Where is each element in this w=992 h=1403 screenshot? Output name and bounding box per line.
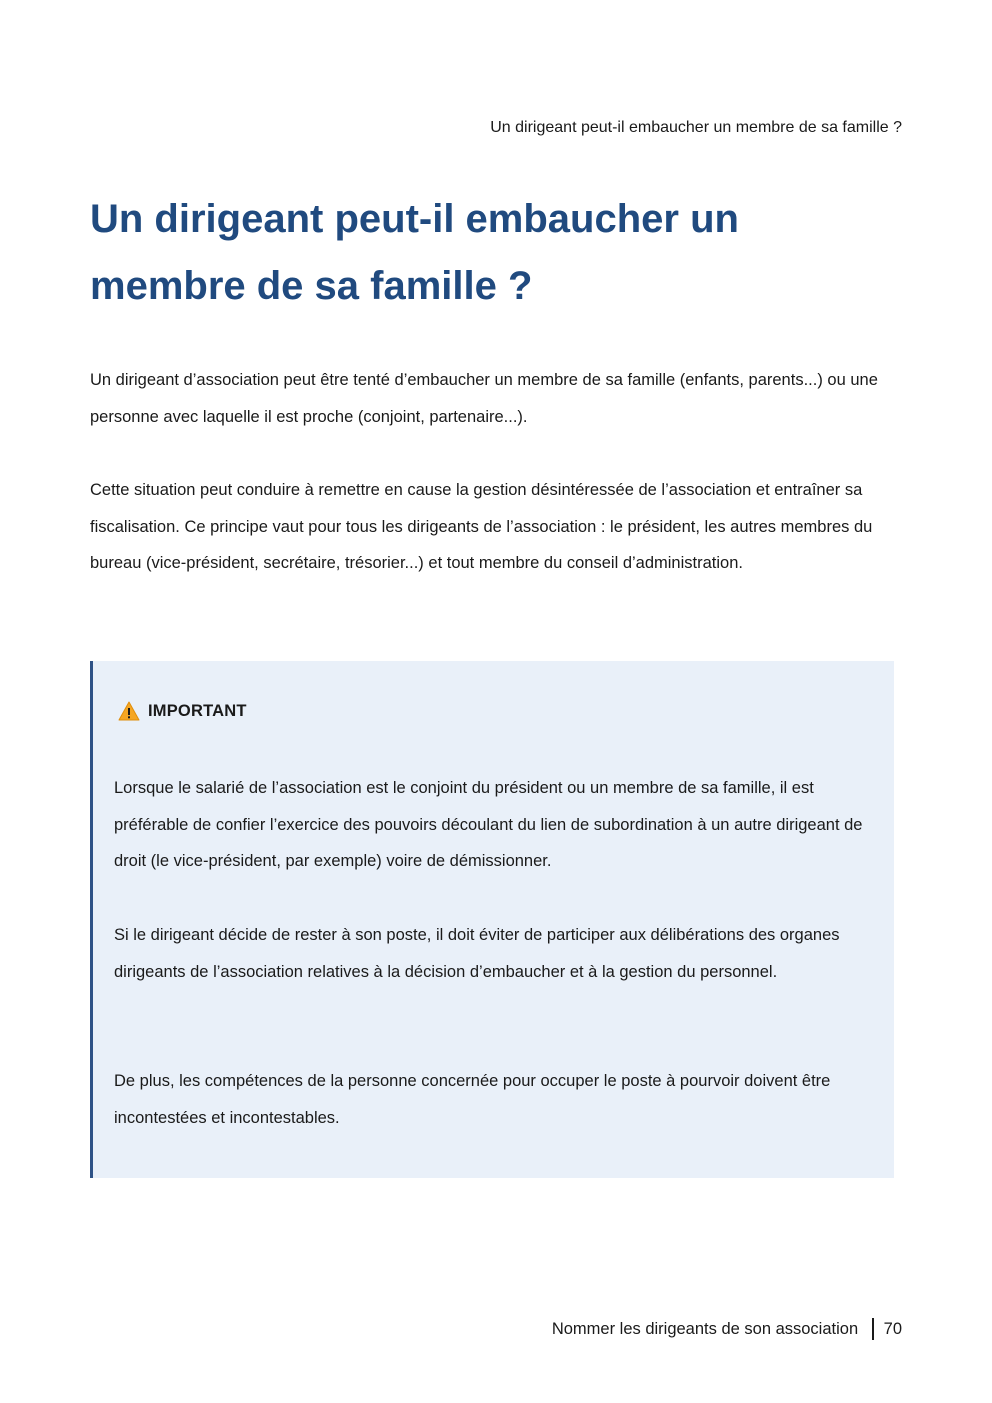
body-paragraph: Cette situation peut conduire à remettre en cause la gestion désintéressée de l’association et entraîner sa fiscalisation. Ce principe vaut pour tous les dirigeants de l’association : le président, les autres membres du bureau (vice-président, secrétaire, trésorier...) et tout membre du conseil d’administration. (90, 481, 873, 573)
important-callout (90, 661, 894, 1178)
footer-divider (872, 1318, 874, 1340)
page-number: 70 (883, 1319, 902, 1338)
page-title: Un dirigeant peut-il embaucher un membre de sa famille ? (90, 197, 739, 308)
warning-icon (118, 701, 140, 721)
callout-paragraph: De plus, les compétences de la personne concernée pour occuper le poste à pourvoir doivent être incontestées et incontestables. (114, 1072, 831, 1127)
running-header: Un dirigeant peut-il embaucher un membre de sa famille ? (490, 119, 902, 136)
footer-section-title: Nommer les dirigeants de son association (551, 1319, 859, 1338)
callout-label: IMPORTANT (148, 701, 247, 720)
callout-paragraph: Si le dirigeant décide de rester à son poste, il doit éviter de participer aux délibérations des organes dirigeants de l’association relatives à la décision d’embaucher et à la gestion du personnel. (114, 926, 840, 981)
callout-paragraph: Lorsque le salarié de l’association est le conjoint du président ou un membre de sa famille, il est préférable de confier l’exercice des pouvoirs découlant du lien de subordination à un autre dirigeant de droit (le vice-président, par exemple) voire de démissionner. (114, 779, 863, 871)
intro-paragraph: Un dirigeant d’association peut être tenté d’embaucher un membre de sa famille (enfants, parents...) ou une personne avec laquelle il est proche (conjoint, partenaire...). (90, 371, 878, 426)
page-footer (552, 1318, 902, 1340)
callout-header (118, 701, 247, 721)
